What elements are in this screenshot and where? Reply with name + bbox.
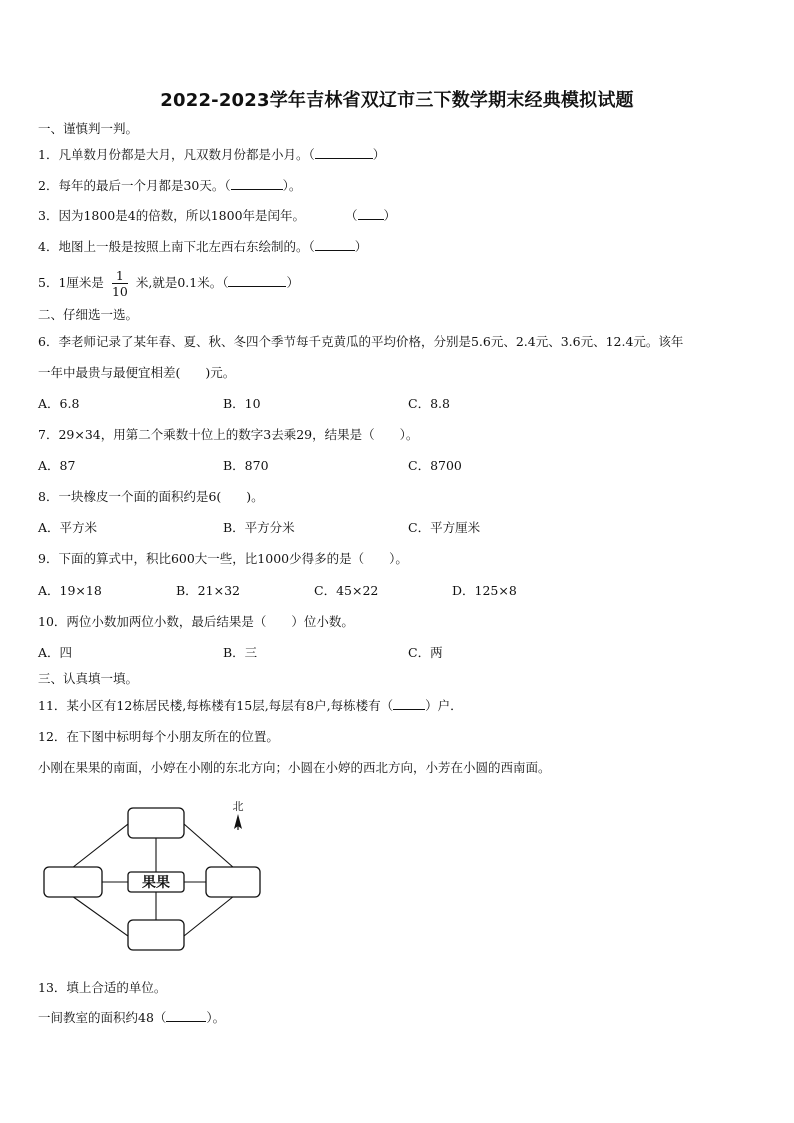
q10-option-a[interactable]: A．四 — [38, 645, 73, 660]
question-3-open: （ — [345, 208, 358, 223]
question-13-sub — [38, 1009, 225, 1027]
q9-option-c[interactable]: C．45×22 — [314, 583, 379, 598]
q9-option-d[interactable]: D．125×8 — [452, 583, 517, 598]
answer-blank-11[interactable] — [393, 697, 425, 710]
question-2-end: ）。 — [282, 178, 302, 193]
question-4-text: 4．地图上一般是按照上南下北左西右东绘制的。（ — [38, 239, 315, 254]
q7-option-a[interactable]: A．87 — [38, 458, 76, 473]
question-4-end: ） — [354, 239, 368, 254]
question-3-end: ） — [383, 208, 397, 223]
q8-option-a[interactable]: A．平方米 — [38, 520, 98, 535]
north-name-box[interactable] — [128, 808, 184, 838]
question-6-line-1: 6．李老师记录了某年春、夏、秋、冬四个季节每千克黄瓜的平均价格，分别是5.6元、2.4元、3.6元、12.4元。该年 — [38, 334, 684, 349]
q7-option-b[interactable]: B．870 — [223, 458, 269, 473]
section-3-heading: 三、认真填一填。 — [38, 671, 139, 686]
connector-east-south — [184, 896, 234, 936]
answer-blank-1[interactable] — [315, 146, 373, 159]
position-diagram — [38, 796, 278, 966]
question-9: 9．下面的算式中，积比600大一些，比1000少得多的是（ ）。 — [38, 551, 408, 566]
fraction-numerator: 1 — [115, 268, 124, 283]
question-13: 13．填上合适的单位。 — [38, 980, 167, 995]
fraction-denominator: 10 — [111, 284, 128, 299]
question-1 — [38, 146, 385, 164]
question-5-end: ） — [286, 275, 299, 290]
question-3 — [38, 207, 396, 225]
south-name-box[interactable] — [128, 920, 184, 950]
question-10: 10．两位小数加两位小数，最后结果是（ ）位小数。 — [38, 614, 354, 629]
q8-option-b[interactable]: B．平方分米 — [223, 520, 295, 535]
answer-blank-5[interactable] — [228, 274, 286, 287]
q6-option-c[interactable]: C．8.8 — [408, 396, 450, 411]
q6-option-a[interactable]: A．6.8 — [38, 396, 80, 411]
question-12-description: 小刚在果果的南面，小婷在小刚的东北方向；小圆在小婷的西北方向，小芳在小圆的西南面。 — [38, 760, 551, 775]
question-5-post: 米,就是0.1米。（ — [135, 275, 229, 290]
answer-blank-13[interactable] — [166, 1009, 206, 1022]
question-4 — [38, 238, 367, 256]
answer-blank-2[interactable] — [231, 177, 283, 190]
question-1-text: 1．凡单数月份都是大月，凡双数月份都是小月。（ — [38, 147, 315, 162]
question-8: 8．一块橡皮一个面的面积约是6( )。 — [38, 489, 264, 504]
connector-north-west — [72, 824, 128, 868]
q10-option-b[interactable]: B．三 — [223, 645, 258, 660]
question-11-end: ）户． — [425, 698, 463, 713]
question-13-end: ）。 — [206, 1010, 226, 1025]
question-13-sub-text: 一间教室的面积约48（ — [38, 1010, 167, 1025]
west-name-box[interactable] — [44, 867, 102, 897]
page-title: 2022-2023学年吉林省双辽市三下数学期末经典模拟试题 — [160, 90, 634, 111]
question-6-line-2: 一年中最贵与最便宜相差( )元。 — [38, 365, 236, 380]
question-7: 7．29×34，用第二个乘数十位上的数字3去乘29，结果是（ ）。 — [38, 427, 419, 442]
center-label: 果果 — [142, 875, 170, 891]
q9-option-b[interactable]: B．21×32 — [176, 583, 240, 598]
question-2-text: 2．每年的最后一个月都是30天。（ — [38, 178, 231, 193]
question-5 — [38, 266, 299, 300]
question-5-pre: 5．1厘米是 — [38, 275, 104, 290]
connector-west-south — [72, 896, 128, 936]
section-1-heading: 一、谨慎判一判。 — [38, 121, 139, 136]
question-11-text: 11．某小区有12栋居民楼,每栋楼有15层,每层有8户,每栋楼有（ — [38, 698, 394, 713]
question-1-end: ） — [372, 147, 386, 162]
q6-option-b[interactable]: B．10 — [223, 396, 261, 411]
q9-option-a[interactable]: A．19×18 — [38, 583, 102, 598]
q8-option-c[interactable]: C．平方厘米 — [408, 520, 481, 535]
q7-option-c[interactable]: C．8700 — [408, 458, 462, 473]
fraction-one-tenth — [112, 268, 128, 299]
connector-north-east — [184, 824, 234, 868]
answer-blank-4[interactable] — [315, 238, 355, 251]
section-2-heading: 二、仔细选一选。 — [38, 307, 139, 322]
question-3-text: 3．因为1800是4的倍数，所以1800年是闰年。 — [38, 208, 306, 223]
answer-blank-3[interactable] — [358, 207, 384, 220]
question-11 — [38, 697, 463, 715]
north-label: 北 — [232, 800, 244, 813]
question-2 — [38, 177, 301, 195]
east-name-box[interactable] — [206, 867, 260, 897]
q10-option-c[interactable]: C．两 — [408, 645, 443, 660]
question-12: 12．在下图中标明每个小朋友所在的位置。 — [38, 729, 279, 744]
